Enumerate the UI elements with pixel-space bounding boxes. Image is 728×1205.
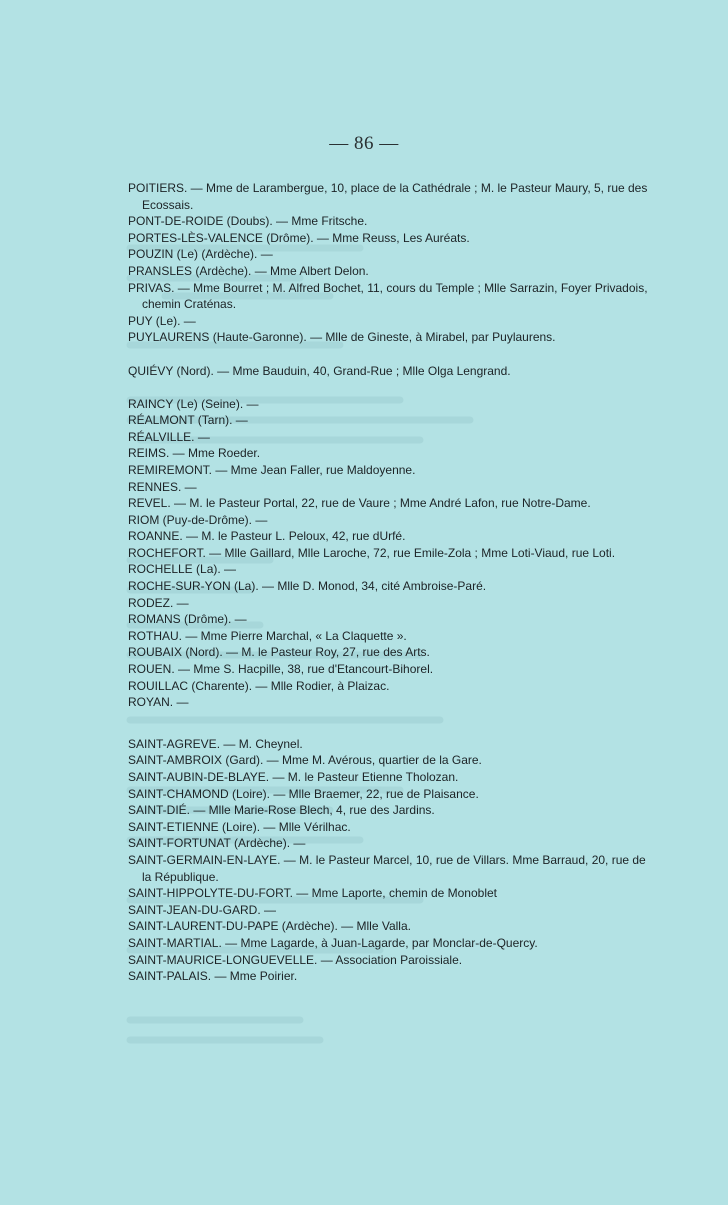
list-item: QUIÉVY (Nord). — Mme Bauduin, 40, Grand-Rue ; Mlle Olga Lengrand. <box>128 363 511 378</box>
list-item: ROUBAIX (Nord). — M. le Pasteur Roy, 27, rue des Arts. <box>128 645 430 660</box>
list-item: SAINT-AUBIN-DE-BLAYE. — M. le Pasteur Etienne Tholozan. <box>128 770 459 784</box>
section-p <box>128 180 652 346</box>
list-item: ROYAN. — <box>128 695 189 710</box>
list-item: SAINT-AMBROIX (Gard). — Mme M. Avérous, quartier de la Gare. <box>128 753 482 768</box>
list-item: SAINT-FORTUNAT (Ardèche). — <box>128 836 306 851</box>
list-item: REMIREMONT. — Mme Jean Faller, rue Maldoyenne. <box>128 462 416 477</box>
list-item: ROTHAU. — Mme Pierre Marchal, « La Claquette ». <box>128 628 407 643</box>
list-item: SAINT-MAURICE-LONGUEVELLE. — Association Paroissiale. <box>128 952 463 967</box>
list-item: PRIVAS. — Mme Bourret ; M. Alfred Bochet, 11, cours du Temple ; Mlle Sarrazin, Foyer Privadois, chemin Craténas. <box>128 280 648 312</box>
list-item: REIMS. — Mme Roeder. <box>128 446 261 461</box>
list-item: RÉALVILLE. — <box>128 429 210 444</box>
list-item: PONT-DE-ROIDE (Doubs). — Mme Fritsche. <box>128 214 368 229</box>
list-item: ROUEN. — Mme S. Hacpille, 38, rue d'Etancourt-Bihorel. <box>128 662 434 677</box>
list-item: SAINT-CHAMOND (Loire). — Mlle Braemer, 22, rue de Plaisance. <box>128 786 479 801</box>
list-item: SAINT-DIÉ. — Mlle Marie-Rose Blech, 4, rue des Jardins. <box>128 803 435 818</box>
list-item: ROUILLAC (Charente). — Mlle Rodier, à Plaizac. <box>128 678 390 693</box>
list-item: SAINT-JEAN-DU-GARD. — <box>128 902 277 917</box>
list-item: RAINCY (Le) (Seine). — <box>128 396 259 411</box>
list-item: SAINT-HIPPOLYTE-DU-FORT. — Mme Laporte, chemin de Monoblet <box>128 886 498 901</box>
list-item: PUYLAURENS (Haute-Garonne). — Mlle de Gineste, à Mirabel, par Puylaurens. <box>128 330 556 345</box>
list-item: RODEZ. — <box>128 595 189 610</box>
list-item: SAINT-GERMAIN-EN-LAYE. — M. le Pasteur Marcel, 10, rue de Villars. Mme Barraud, 20, rue de la République. <box>128 852 646 884</box>
list-item: SAINT-PALAIS. — Mme Poirier. <box>128 969 298 984</box>
page-number: — 86 — <box>329 133 399 154</box>
list-item: SAINT-MARTIAL. — Mme Lagarde, à Juan-Lagarde, par Monclar-de-Quercy. <box>128 935 538 950</box>
list-item: SAINT-AGREVE. — M. Cheynel. <box>128 736 303 751</box>
list-item: SAINT-ETIENNE (Loire). — Mlle Vérilhac. <box>128 819 351 834</box>
section-r <box>128 396 652 711</box>
list-item: POUZIN (Le) (Ardèche). — <box>128 247 273 262</box>
list-item: RÉALMONT (Tarn). — <box>128 413 248 428</box>
list-item: POITIERS. — Mme de Larambergue, 10, place de la Cathédrale ; M. le Pasteur Maury, 5, rue des Ecossais. <box>128 181 648 212</box>
list-item: ROCHE-SUR-YON (La). — Mlle D. Monod, 34, cité Ambroise-Paré. <box>128 579 487 594</box>
list-item: RENNES. — <box>128 479 197 494</box>
section-s <box>128 736 652 985</box>
list-item: PUY (Le). — <box>128 313 196 328</box>
list-item: ROMANS (Drôme). — <box>128 612 247 627</box>
section-q <box>128 363 652 380</box>
list-item: PORTES-LÈS-VALENCE (Drôme). — Mme Reuss, Les Auréats. <box>128 230 470 245</box>
list-item: ROANNE. — M. le Pasteur L. Peloux, 42, rue dUrfé. <box>128 529 406 544</box>
list-item: PRANSLES (Ardèche). — Mme Albert Delon. <box>128 263 369 278</box>
list-item: SAINT-LAURENT-DU-PAPE (Ardèche). — Mlle Valla. <box>128 919 411 934</box>
list-item: ROCHELLE (La). — <box>128 562 237 577</box>
list-item: REVEL. — M. le Pasteur Portal, 22, rue de Vaure ; Mme André Lafon, rue Notre-Dame. <box>128 496 591 511</box>
list-item: RIOM (Puy-de-Drôme). — <box>128 512 268 527</box>
directory-list <box>128 180 652 985</box>
list-item: ROCHEFORT. — Mlle Gaillard, Mlle Laroche, 72, rue Emile-Zola ; Mme Loti-Viaud, rue Loti. <box>128 545 616 560</box>
